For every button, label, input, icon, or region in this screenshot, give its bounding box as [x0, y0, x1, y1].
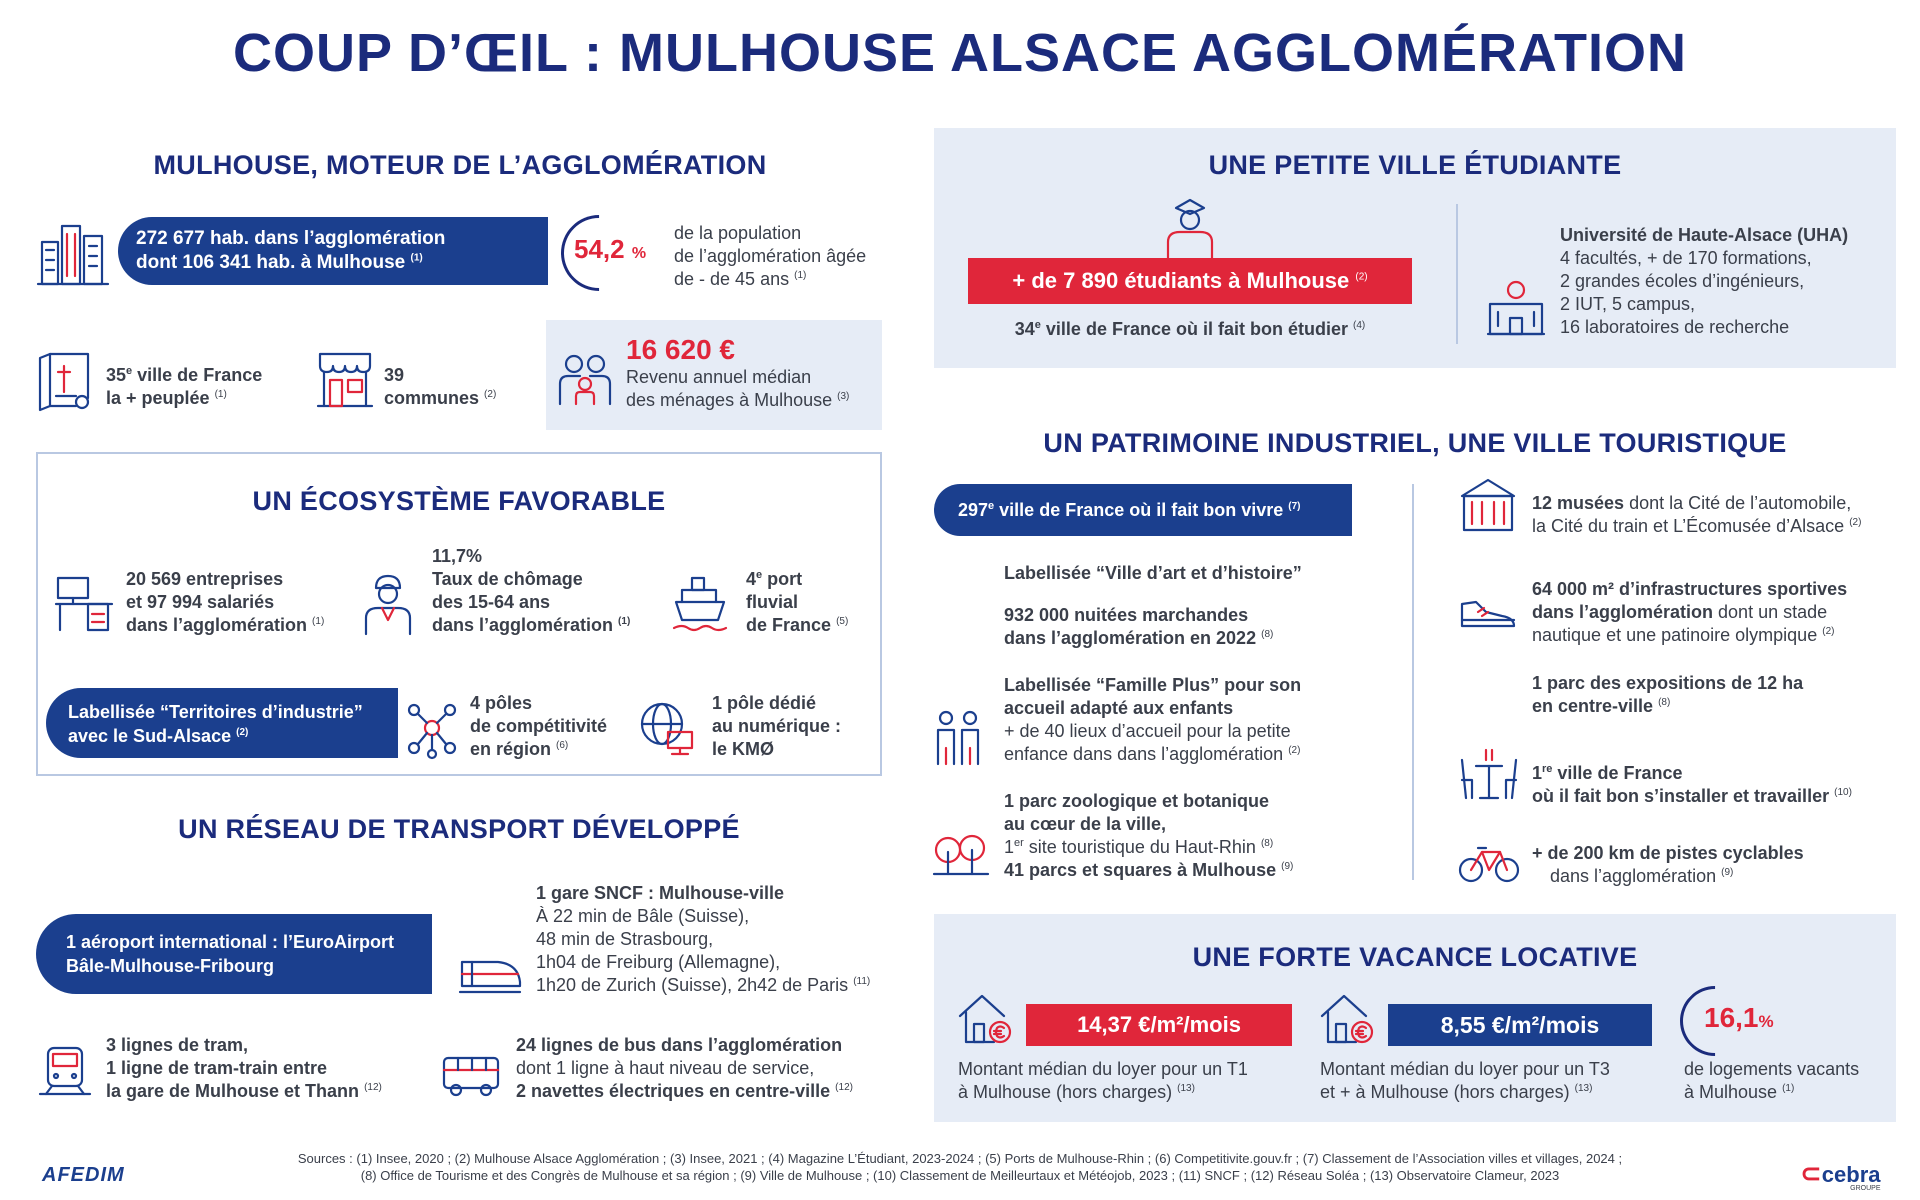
population-ref: (1) [410, 252, 423, 264]
sport-line1: 64 000 m² d’infrastructures sportives [1532, 579, 1848, 599]
population-line1: 272 677 hab. dans l’agglomération [136, 228, 446, 249]
train-icon [458, 954, 522, 994]
rank-pop-number: 35 [106, 365, 127, 385]
uha-line3: 2 grandes écoles d’ingénieurs, [1560, 271, 1805, 291]
section-title-heritage: UN PATRIMOINE INDUSTRIEL, UNE VILLE TOURISTIQUE [1043, 428, 1787, 458]
bike-line1: + de 200 km de pistes cyclables [1532, 843, 1804, 863]
tram-line1: 3 lignes de tram, [106, 1035, 249, 1055]
zoo-line4: 41 parcs et squares à Mulhouse [1004, 860, 1277, 880]
trees-icon [932, 830, 990, 880]
uha-line5: 16 laboratoires de recherche [1560, 317, 1790, 337]
enterprises-line2: et 97 994 salariés [126, 592, 275, 612]
museum-icon [1458, 476, 1518, 534]
youth-line3: de - de 45 ans [674, 269, 790, 289]
bicycle-icon [1458, 840, 1520, 884]
desk-icon [54, 574, 114, 634]
shop-icon [316, 350, 374, 410]
port-number: 4 [746, 569, 757, 589]
museums-text [1532, 492, 1861, 538]
sources-footer [180, 1150, 1740, 1184]
bus-icon [440, 1054, 502, 1098]
revenue-ref: (3) [837, 391, 850, 402]
sport-line3: nautique et une patinoire olympique [1532, 625, 1818, 645]
student-rank-text [968, 318, 1412, 341]
youth-percent [574, 234, 646, 265]
live-rank-ref: (7) [1288, 501, 1301, 512]
family-plus-line4: enfance dans dans l’agglomération [1004, 744, 1284, 764]
revenue-value: 16 620 € [626, 334, 735, 365]
rank-pop-text [106, 364, 262, 410]
students-value: + de 7 890 étudiants à Mulhouse [1012, 268, 1350, 293]
poles-line2: de compétitivité [470, 716, 608, 736]
nights-text [1004, 604, 1273, 650]
unemployment-line3: des 15-64 ans [432, 592, 551, 612]
students-ref: (2) [1355, 271, 1368, 283]
student-rank-label: ville de France où il fait bon étudier [1040, 319, 1348, 339]
communes-number: 39 [384, 365, 405, 385]
rank-pop-line2: la + peuplée [106, 388, 210, 408]
rank-pop-line1: ville de France [132, 365, 263, 385]
port-sup: e [756, 569, 763, 581]
work-rank-line2: où il fait bon s’installer et travailler [1532, 786, 1830, 806]
heritage-divider [1412, 484, 1414, 880]
digital-text [712, 692, 841, 761]
students-bar [968, 258, 1412, 304]
art-label: Labellisée “Ville d’art et d’histoire” [1004, 563, 1302, 583]
poles-text [470, 692, 607, 761]
work-rank-line1: ville de France [1552, 763, 1683, 783]
museums-line2: la Cité du train et L’Écomusée d’Alsace [1532, 516, 1845, 536]
tram-ref: (12) [364, 1082, 382, 1093]
student-rank-sup: e [1034, 319, 1041, 331]
ship-icon [672, 574, 728, 634]
youth-percent-value: 54,2 [574, 234, 625, 264]
unemployment-ref: (1) [618, 616, 631, 627]
worker-icon [362, 574, 414, 636]
youth-ref: (1) [794, 270, 807, 281]
station-line5: 1h20 de Zurich (Suisse), 2h42 de Paris [536, 975, 849, 995]
cebra-logo-sub: GROUPE [1850, 1185, 1881, 1192]
port-text [746, 568, 848, 637]
cebra-logo-text: cebra [1821, 1162, 1881, 1187]
sport-ref: (2) [1822, 626, 1835, 637]
airport-line1: 1 aéroport international : l’EuroAirport [66, 932, 395, 952]
enterprises-text [126, 568, 324, 637]
youth-line1: de la population [674, 223, 802, 243]
communes-text [384, 364, 496, 410]
zoo-line3-number: 1 [1004, 837, 1015, 857]
nights-line1: 932 000 nuitées marchandes [1004, 605, 1249, 625]
tram-icon [36, 1042, 94, 1100]
family-plus-line3: + de 40 lieux d’accueil pour la petite [1004, 721, 1291, 741]
uha-line4: 2 IUT, 5 campus, [1560, 294, 1696, 314]
t1-price: 14,37 €/m²/mois [1026, 1004, 1292, 1046]
live-rank-sup: e [988, 500, 995, 512]
afedim-logo: AFEDIM [42, 1164, 125, 1186]
zoo-line1: 1 parc zoologique et botanique [1004, 791, 1270, 811]
student-icon [1162, 196, 1218, 260]
zoo-text [1004, 790, 1293, 882]
industry-label-pill [46, 688, 398, 758]
zoo-ref: (9) [1281, 861, 1294, 872]
zoo-line3-sup: er [1014, 837, 1024, 849]
unemployment-line1: 11,7% [432, 546, 483, 566]
globe-computer-icon [638, 700, 696, 760]
digital-line3: le KMØ [712, 739, 775, 759]
digital-line1: 1 pôle dédié [712, 693, 817, 713]
cafe-table-icon [1458, 746, 1520, 800]
t1-line1: Montant médian du loyer pour un T1 [958, 1059, 1248, 1079]
family-icon [556, 348, 614, 408]
vacancy-line1: de logements vacants [1684, 1059, 1860, 1079]
section-title-ecosystem: UN ÉCOSYSTÈME FAVORABLE [252, 486, 666, 516]
bus-text [516, 1034, 853, 1103]
station-line2: À 22 min de Bâle (Suisse), [536, 906, 750, 926]
section-title-moteur: MULHOUSE, MOTEUR DE L’AGGLOMÉRATION [153, 150, 767, 180]
bus-line1: 24 lignes de bus dans l’agglomération [516, 1035, 843, 1055]
port-ref: (5) [836, 616, 849, 627]
industry-label-line2: avec le Sud-Alsace [68, 726, 232, 746]
museums-ref: (2) [1849, 517, 1862, 528]
uha-line1: Université de Haute-Alsace (UHA) [1560, 225, 1849, 245]
station-line3: 48 min de Strasbourg, [536, 929, 714, 949]
vacancy-line2: à Mulhouse [1684, 1082, 1778, 1102]
tram-text [106, 1034, 382, 1103]
port-line3: de France [746, 615, 832, 635]
revenue-line1: Revenu annuel médian [626, 367, 812, 387]
family-plus-line1: Labellisée “Famille Plus” pour son [1004, 675, 1302, 695]
family-plus-text [1004, 674, 1301, 766]
house-euro-icon-2 [1318, 990, 1376, 1046]
cebra-logo [1800, 1158, 1881, 1192]
student-rank-number: 34 [1014, 319, 1035, 339]
family-plus-line2: accueil adapté aux enfants [1004, 698, 1234, 718]
work-rank-number: 1 [1532, 763, 1543, 783]
poles-line3: en région [470, 739, 552, 759]
uha-line2: 4 facultés, + de 170 formations, [1560, 248, 1812, 268]
vacancy-text [1684, 1058, 1859, 1104]
expo-ref: (8) [1658, 697, 1671, 708]
youth-line2: de l’agglomération âgée [674, 246, 867, 266]
zoo-line3: site touristique du Haut-Rhin [1023, 837, 1256, 857]
unemployment-text [432, 545, 630, 637]
tram-line3: la gare de Mulhouse et Thann [106, 1081, 360, 1101]
vacancy-ref: (1) [1782, 1083, 1795, 1094]
network-icon [406, 700, 458, 760]
industry-label-line1: Labellisée “Territoires d’industrie” [68, 702, 363, 722]
revenue-line2: des ménages à Mulhouse [626, 390, 833, 410]
uha-text [1560, 224, 1848, 339]
vacancy-percent-unit: % [1758, 1012, 1774, 1031]
digital-line2: au numérique : [712, 716, 842, 736]
nights-line2: dans l’agglomération en 2022 [1004, 628, 1257, 648]
bike-line2: dans l’agglomération [1550, 866, 1717, 886]
family-plus-icon [932, 708, 984, 768]
unemployment-line2: Taux de chômage [432, 569, 583, 589]
t1-line2: à Mulhouse (hors charges) [958, 1082, 1173, 1102]
section-title-rent: UNE FORTE VACANCE LOCATIVE [1192, 942, 1638, 972]
section-title-student: UNE PETITE VILLE ÉTUDIANTE [1208, 150, 1622, 180]
enterprises-line1: 20 569 entreprises [126, 569, 284, 589]
population-pill [118, 217, 548, 285]
nights-ref: (8) [1261, 629, 1274, 640]
sport-text [1532, 578, 1847, 647]
student-rank-ref: (4) [1353, 320, 1366, 331]
station-text [536, 882, 870, 997]
t3-line2: et + à Mulhouse (hors charges) [1320, 1082, 1570, 1102]
student-divider [1456, 204, 1458, 344]
t3-price: 8,55 €/m²/mois [1388, 1004, 1652, 1046]
vacancy-percent [1704, 1002, 1774, 1034]
t3-ref: (13) [1574, 1083, 1593, 1094]
station-ref: (11) [853, 976, 871, 987]
communes-label: communes [384, 388, 480, 408]
buildings-icon [36, 216, 110, 290]
work-rank-sup: re [1542, 763, 1553, 775]
house-euro-icon [956, 990, 1014, 1046]
cebra-mark-icon: ⊂ [1800, 1158, 1822, 1188]
port-line1: port [762, 569, 803, 589]
poles-ref: (6) [556, 740, 569, 751]
airport-line2: Bâle-Mulhouse-Fribourg [66, 956, 274, 976]
expo-line1: 1 parc des expositions de 12 ha [1532, 673, 1804, 693]
airport-pill [36, 914, 432, 994]
port-line2: fluvial [746, 592, 799, 612]
vacancy-percent-value: 16,1 [1704, 1002, 1759, 1033]
t3-text [1320, 1058, 1610, 1104]
bike-text [1532, 842, 1804, 888]
station-line4: 1h04 de Freiburg (Allemagne), [536, 952, 781, 972]
enterprises-ref: (1) [312, 616, 325, 627]
work-rank-text [1532, 762, 1852, 808]
sources-line1: Sources : (1) Insee, 2020 ; (2) Mulhouse Alsace Agglomération ; (3) Insee, 2021 ; (4) Magazine L’Étudiant, 2023-2024 ; (5) Ports de Mulhouse-Rhin ; (6) Competitivite.gouv.fr ; (7) Classement de l’Association villes et villages, 2024 ; [297, 1151, 1623, 1166]
youth-percent-unit: % [631, 245, 647, 262]
section-title-transport: UN RÉSEAU DE TRANSPORT DÉVELOPPÉ [178, 814, 740, 844]
zoo-line2: au cœur de la ville, [1004, 814, 1167, 834]
tram-line2: 1 ligne de tram-train entre [106, 1058, 328, 1078]
t1-text [958, 1058, 1248, 1104]
university-icon [1486, 278, 1546, 336]
poles-line1: 4 pôles [470, 693, 533, 713]
live-rank-label: ville de France où il fait bon vivre [994, 500, 1284, 520]
rank-pop-sup: e [126, 365, 133, 377]
city-map-icon [36, 352, 94, 412]
industry-label-ref: (2) [236, 727, 249, 738]
t3-line1: Montant médian du loyer pour un T3 [1320, 1059, 1610, 1079]
enterprises-line3: dans l’agglomération [126, 615, 308, 635]
bus-line3: 2 navettes électriques en centre-ville [516, 1081, 831, 1101]
live-rank-number: 297 [958, 500, 989, 520]
sport-line2-bold: dans l’agglomération [1532, 602, 1714, 622]
station-line1: 1 gare SNCF : Mulhouse-ville [536, 883, 785, 903]
bus-line2: dont 1 ligne à haut niveau de service, [516, 1058, 815, 1078]
t1-ref: (13) [1177, 1083, 1195, 1094]
communes-ref: (2) [484, 389, 497, 400]
revenue-text [626, 366, 849, 412]
sport-line2: dont un stade [1713, 602, 1828, 622]
rank-pop-ref: (1) [214, 389, 227, 400]
unemployment-line4: dans l’agglomération [432, 615, 614, 635]
bike-ref: (9) [1721, 867, 1734, 878]
sneaker-icon [1458, 594, 1518, 634]
population-line2: dont 106 341 hab. à Mulhouse [136, 252, 406, 273]
expo-text [1532, 672, 1803, 718]
youth-text [674, 222, 866, 291]
page-title: COUP D’ŒIL : MULHOUSE ALSACE AGGLOMÉRATION [232, 23, 1687, 83]
bus-ref: (12) [835, 1082, 853, 1093]
zoo-line3-ref: (8) [1260, 838, 1274, 849]
museums-line1: dont la Cité de l’automobile, [1624, 493, 1852, 513]
museums-count: 12 musées [1532, 493, 1625, 513]
family-plus-ref: (2) [1288, 745, 1301, 756]
live-rank-pill [934, 484, 1352, 536]
expo-line2: en centre-ville [1532, 696, 1654, 716]
sources-line2: (8) Office de Tourisme et des Congrès de Mulhouse et sa région ; (9) Ville de Mulhouse ; (10) Classement de Meilleurtaux et Météojob, 2023 ; (11) SNCF ; (12) Réseau Soléa ; (13) Observatoire Clameur, 2023 [360, 1168, 1560, 1183]
work-rank-ref: (10) [1834, 787, 1852, 798]
